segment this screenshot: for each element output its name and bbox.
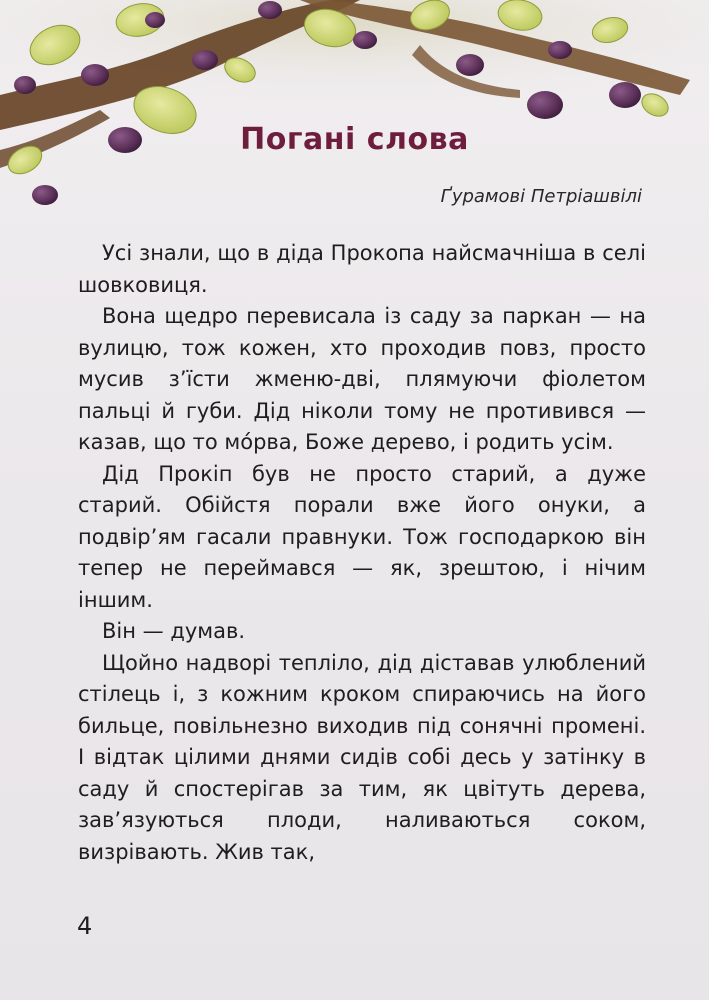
paragraph: Він — думав. — [102, 619, 246, 643]
paragraph: Щойно надворі тепліло, дід діставав улюблений стілець і, з кожним кроком спираючись на його бильце, повільнезно виходив під сонячні промені. І відтак цілими днями сидів собі десь у затінку в саду й спостерігав за тим, як цвітуть дерева, зав’язуються плоди, наливаються соком, визрівають. Жив так, — [78, 650, 646, 864]
page-number: 4 — [77, 912, 93, 940]
paragraph: Дід Прокіп був не просто старий, а дуже старий. Обійстя порали вже його онуки, а подвір’ям гасали правнуки. Тож господаркою він тепер не переймався — як, зрештою, і нічим іншим. — [78, 461, 646, 612]
paragraph: Вона щедро перевисала із саду за паркан — на вулицю, тож кожен, хто проходив повз, просто мусив з’їсти жменю-дві, плямуючи фіолетом пальці й губи. Дід ніколи тому не противився — казав, що то мо́рва, Боже дерево, і родить усім. — [78, 304, 646, 454]
chapter-title: Погані слова — [240, 122, 469, 157]
body-text — [78, 238, 646, 868]
dedication: Ґурамові Петріашвілі — [440, 186, 642, 207]
paragraph: Усі знали, що в діда Прокопа найсмачніша в селі шовковиця. — [78, 241, 646, 297]
